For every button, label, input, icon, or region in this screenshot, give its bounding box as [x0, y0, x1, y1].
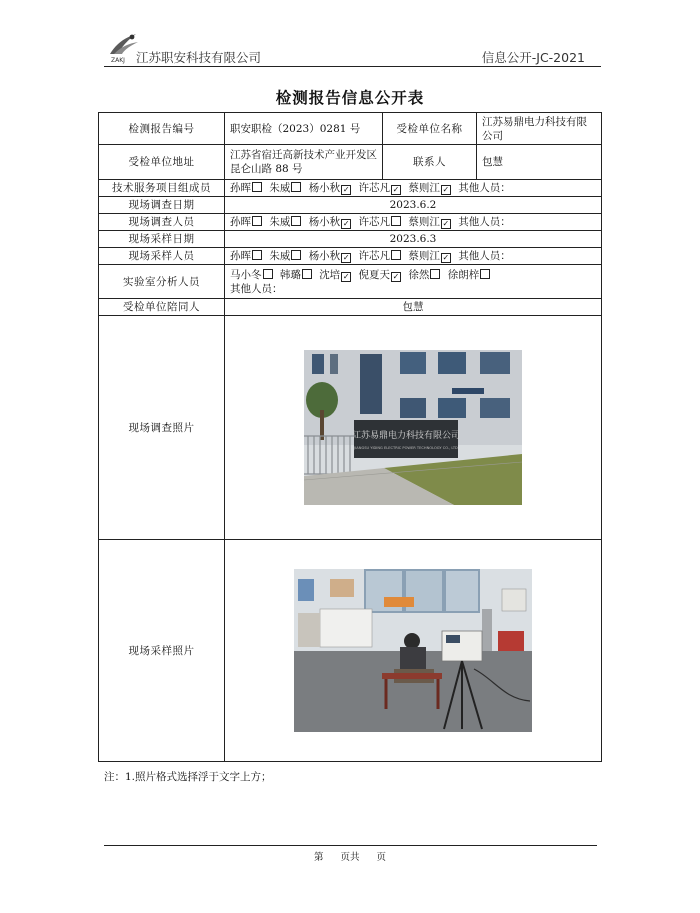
- table-row: [99, 265, 602, 299]
- sample-date-value: 2023.6.3: [225, 231, 602, 248]
- empty-square-icon: [480, 269, 490, 279]
- survey-photo-label: 现场调查照片: [99, 316, 225, 540]
- table-row: [99, 145, 602, 180]
- table-row: [99, 231, 602, 248]
- person-name: 杨小秋: [308, 216, 341, 228]
- unit-name-value: 江苏易鼎电力科技有限公司: [477, 113, 602, 145]
- table-row: [99, 214, 602, 231]
- empty-square-icon: [291, 182, 301, 192]
- person-name: 徐朗梓: [447, 268, 480, 281]
- check-square-icon: ✓: [342, 185, 350, 194]
- person-name: 韩璐: [279, 268, 301, 281]
- table-row: [99, 299, 602, 316]
- person-name: 杨小秋: [308, 250, 341, 262]
- check-square-icon: ✓: [442, 253, 450, 262]
- footer-ye2: 页: [376, 852, 387, 863]
- empty-square-icon: [430, 269, 440, 279]
- person-name: 蔡则江: [408, 250, 440, 262]
- person-name: 孙晖: [230, 182, 251, 194]
- empty-square-icon: [252, 182, 262, 192]
- sample-people-value: [225, 248, 602, 265]
- escort-label: 受检单位陪同人: [99, 299, 225, 316]
- check-square-icon: ✓: [442, 219, 450, 228]
- report-no-value: 职安职检（2023）0281 号: [225, 113, 383, 145]
- empty-square-icon: [391, 250, 401, 260]
- survey-photo-cell: [225, 316, 602, 540]
- other-people: 其他人员：: [458, 250, 511, 262]
- check-square-icon: ✓: [342, 219, 350, 228]
- sample-people-label: 现场采样人员: [99, 248, 225, 265]
- contact-label: 联系人: [383, 145, 477, 180]
- survey-date-label: 现场调查日期: [99, 197, 225, 214]
- other-people: 其他人员：: [458, 182, 511, 194]
- svg-text:ZAKJ: ZAKJ: [111, 57, 125, 64]
- check-square-icon: ✓: [342, 253, 350, 262]
- empty-square-icon: [252, 216, 262, 226]
- person-name: 朱威: [269, 250, 291, 262]
- company-logo-icon: [106, 30, 140, 64]
- check-square-icon: ✓: [392, 185, 400, 194]
- person-name: 沈培: [319, 268, 341, 281]
- empty-square-icon: [291, 250, 301, 260]
- footer-ye: 页共: [340, 852, 360, 863]
- person-name: 朱威: [269, 182, 291, 194]
- sample-photo-label: 现场采样照片: [99, 540, 225, 762]
- check-square-icon: ✓: [442, 185, 450, 194]
- info-table: [98, 112, 602, 762]
- person-name: 倪夏天: [358, 268, 391, 281]
- footer-divider: [104, 845, 597, 846]
- contact-value: 包慧: [477, 145, 602, 180]
- table-row: [99, 540, 602, 762]
- footer-page: 第: [313, 852, 324, 863]
- lab-analyst-value: [225, 265, 602, 299]
- person-name: 马小冬: [230, 268, 262, 281]
- company-name: 江苏职安科技有限公司: [136, 50, 262, 65]
- sample-photo-cell: [225, 540, 602, 762]
- survey-date-value: 2023.6.2: [225, 197, 602, 214]
- person-name: 许芯凡: [358, 216, 391, 228]
- svg-text:JIANGSU YIDING ELECTRIC POWER: JIANGSU YIDING ELECTRIC POWER TECHNOLOGY CO., LTD: [354, 446, 458, 450]
- other-people: 其他人员：: [230, 282, 283, 295]
- table-row: [99, 180, 602, 197]
- empty-square-icon: [291, 216, 301, 226]
- empty-square-icon: [391, 216, 401, 226]
- table-row: [99, 248, 602, 265]
- person-name: 孙晖: [230, 250, 251, 262]
- page-title: 检测报告信息公开表: [275, 89, 425, 107]
- survey-photo: [304, 350, 522, 505]
- survey-people-value: [225, 214, 602, 231]
- lab-analyst-label: 实验室分析人员: [99, 265, 225, 299]
- check-square-icon: ✓: [342, 271, 350, 281]
- other-people: 其他人员：: [458, 216, 511, 228]
- sample-date-label: 现场采样日期: [99, 231, 225, 248]
- person-name: 许芯凡: [358, 250, 391, 262]
- address-label: 受检单位地址: [99, 145, 225, 180]
- empty-square-icon: [302, 269, 312, 279]
- check-square-icon: ✓: [392, 271, 400, 281]
- table-row: [99, 113, 602, 145]
- page-header: [104, 30, 601, 67]
- svg-text:江苏易鼎电力科技有限公司: 江苏易鼎电力科技有限公司: [351, 431, 461, 441]
- person-name: 蔡则江: [408, 182, 440, 194]
- empty-square-icon: [252, 250, 262, 260]
- table-row: [99, 316, 602, 540]
- tech-members-value: [225, 180, 602, 197]
- person-name: 孙晖: [230, 216, 251, 228]
- sample-photo: [294, 569, 532, 732]
- person-name: 蔡则江: [408, 216, 440, 228]
- person-name: 许芯凡: [358, 182, 391, 194]
- document-code: 信息公开-JC-2021: [481, 50, 585, 65]
- tech-members-label: 技术服务项目组成员: [99, 180, 225, 197]
- empty-square-icon: [263, 269, 273, 279]
- person-name: 朱威: [269, 216, 291, 228]
- table-row: [99, 197, 602, 214]
- page-footer: [0, 849, 700, 863]
- report-no-label: 检测报告编号: [99, 113, 225, 145]
- person-name: 徐然: [408, 268, 430, 281]
- unit-name-label: 受检单位名称: [383, 113, 477, 145]
- footnote: 注：1.照片格式选择浮于文字上方；: [104, 771, 272, 783]
- address-value: 江苏省宿迁高新技术产业开发区昆仑山路 88 号: [225, 145, 383, 180]
- survey-people-label: 现场调查人员: [99, 214, 225, 231]
- escort-value: 包慧: [225, 299, 602, 316]
- person-name: 杨小秋: [308, 182, 341, 194]
